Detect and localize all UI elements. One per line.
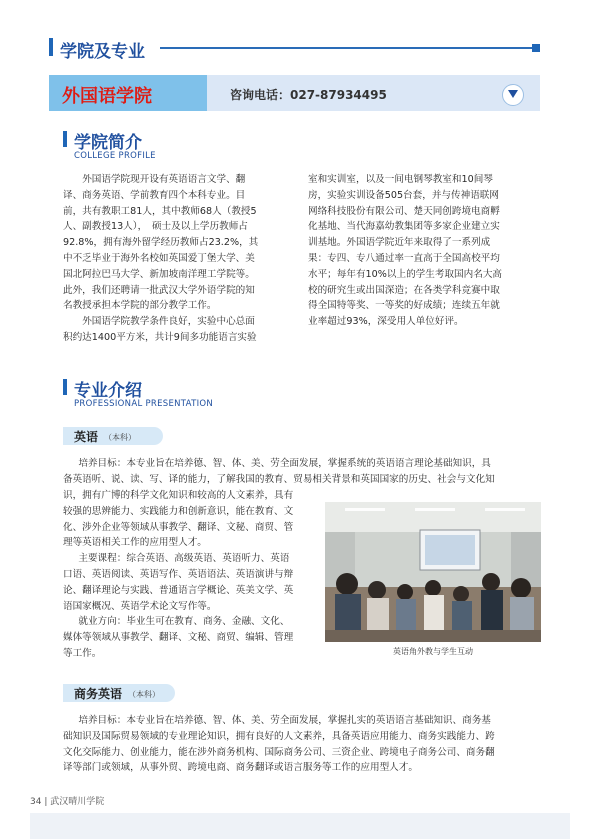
major-name: 英语 [74, 430, 99, 444]
profile-subtitle: COLLEGE PROFILE [74, 151, 156, 161]
text-line: 前，共有教职工81人，其中教师68人（教授5 [63, 205, 257, 217]
major-level: （本科） [104, 433, 136, 442]
text-line: 主要课程：综合英语、高级英语、英语听力、英语 [78, 553, 290, 565]
school-name: 武汉晴川学院 [50, 797, 105, 807]
text-line: 得全国特等奖、一等奖的好成绩；连续五年就 [308, 300, 500, 312]
text-line: 较强的思辨能力、实践能力和创新意识，能在教育、文 [63, 505, 294, 517]
business-intro [63, 713, 541, 776]
text-line: 论、翻译理论与实践、普通语言学概论、英美文学、英 [63, 584, 294, 596]
text-line: 语国家概况、英语学术论文写作等。 [63, 600, 217, 612]
text-line: 业率超过93%，深受用人单位好评。 [308, 316, 464, 328]
text-line: 译等部门或领域，从事外贸、跨境电商、商务翻译或语言服务等工作的应用型人才。 [63, 762, 418, 774]
college-name: 外国语学院 [62, 86, 152, 107]
majors-marker [63, 379, 67, 395]
major-level: （本科） [128, 690, 160, 699]
text-line: 训基地。外国语学院近年来取得了一系列成 [308, 237, 491, 249]
text-line: 培养目标：本专业旨在培养德、智、体、美、劳全面发展，掌握扎实的英语语言基础知识、商务基 [78, 715, 491, 726]
contact-phone: 咨询电话：027-87934495 [230, 88, 387, 102]
text-line: 就业方向：毕业生可在教育、商务、金融、文化、 [78, 616, 290, 628]
text-line: 积约达1400平方米，共计9间多功能语言实验 [63, 331, 257, 343]
text-line: 网络科技股份有限公司、楚天同创跨境电商孵 [308, 205, 500, 217]
text-line: 媒体等领域从事教学、翻译、文秘、商贸、编辑、管理 [63, 632, 294, 644]
profile-title: 学院简介 [74, 133, 142, 153]
text-line: 此外，我们还聘请一批武汉大学外语学院的知 [63, 284, 255, 296]
text-line: 识，拥有广博的科学文化知识和较高的人文素养，具有 [63, 490, 294, 501]
text-line: 础知识及国际贸易领域的专业理论知识，拥有良好的人文素养，具备英语应用能力、商务实践能力、跨 [63, 730, 495, 742]
classroom-photo [325, 502, 541, 642]
text-line: 名教授承担本学院的部分教学工作。 [63, 300, 217, 312]
text-line: 理等英语相关工作的应用型人才。 [63, 537, 207, 549]
text-line: 92.8%，拥有海外留学经历教师占23.2%，其 [63, 237, 259, 249]
section-marker [49, 38, 53, 56]
english-details [63, 488, 319, 662]
text-line: 果：专四、专八通过率一直高于全国高校平均 [308, 252, 500, 264]
text-line: 口语、英语阅读、英语写作、英语语法、英语演讲与辩 [63, 568, 294, 580]
text-line: 室和实训室，以及一间电钢琴教室和10间琴 [308, 174, 493, 185]
chevron-down-icon [508, 90, 518, 98]
section-title: 学院及专业 [60, 42, 145, 62]
text-line: 备英语听、说、读、写、译的能力，了解我国的教育、贸易相关背景和英国国家的历史、社会与文化知 [63, 473, 495, 485]
majors-title: 专业介绍 [74, 381, 142, 401]
footer-band [30, 813, 570, 839]
text-line: 国北阿拉巴马大学、新加坡南洋理工学院等。 [63, 268, 255, 280]
footer [30, 794, 104, 807]
text-line: 房，实验实训设备505台套，并与传神语联网 [308, 189, 499, 201]
text-line: 培养目标：本专业旨在培养德、智、体、美、劳全面发展，掌握系统的英语语言理论基础知识，具 [78, 458, 491, 469]
text-line: 外国语学院教学条件良好，实验中心总面 [82, 316, 255, 328]
text-line: 人、副教授13人）， 硕士及以上学历教师占 [63, 221, 248, 233]
text-line: 译、商务英语、学前教育四个本科专业。目 [63, 189, 246, 201]
text-line: 水平；每年有10%以上的学生考取国内名大高 [308, 268, 503, 280]
text-line: 中不乏毕业于海外名校如英国爱丁堡大学、美 [63, 252, 255, 264]
text-line: 文化交际能力、创业能力，能在涉外商务机构、国际商务公司、三资企业、跨境电子商务公司、商务翻 [63, 746, 495, 758]
english-intro [63, 456, 541, 488]
divider-end-square [532, 44, 540, 52]
text-line: 化、涉外企业等领域从事教学、翻译、文秘、商贸、管 [63, 521, 294, 533]
text-line: 校的研究生或出国深造；在各类学科竞赛中取 [308, 284, 500, 296]
text-line: 外国语学院现开设有英语语言文学、翻 [82, 174, 246, 185]
section-divider [160, 47, 533, 49]
profile-marker [63, 131, 67, 147]
text-line: 化基地、当代海嘉幼教集团等多家企业建立实 [308, 221, 500, 233]
profile-right-column [308, 172, 540, 330]
text-line: 等工作。 [63, 647, 102, 659]
page-number: 34 [30, 797, 42, 807]
profile-left-column [63, 172, 293, 346]
photo-caption: 英语角外教与学生互动 [393, 647, 473, 656]
majors-subtitle: PROFESSIONAL PRESENTATION [74, 399, 214, 409]
major-name: 商务英语 [74, 687, 123, 701]
footer-separator: | [44, 797, 48, 807]
